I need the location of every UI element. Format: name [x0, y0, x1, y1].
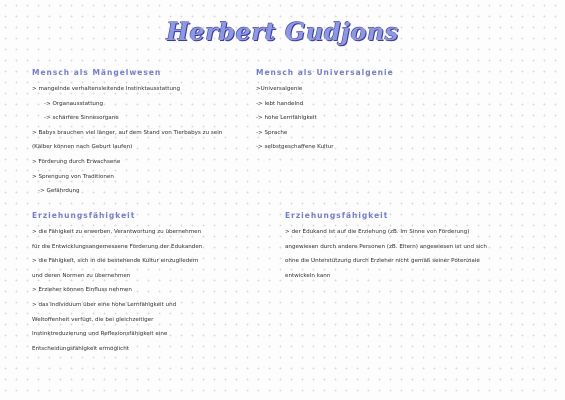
list-item: > Erzieher können Einfluss nehmen: [32, 287, 132, 294]
list-item: angewiesen durch andere Personen (zB. Eltern) angewiesen ist und sich: [285, 243, 487, 250]
list-item: Weltoffenheit verfügt, die bei gleichzeitiger: [32, 316, 154, 323]
list-item: -> selbstgeschaffene Kultur: [256, 144, 334, 151]
list-item: > Sprengung von Traditionen: [32, 173, 114, 180]
list-item: > Babys brauchen viel länger, auf dem Stand von Tierbabys zu sein: [32, 129, 223, 136]
list-item: -> schärfere Sinnesorgane: [44, 115, 119, 122]
section-heading: Mensch als Universalgenie: [256, 68, 394, 77]
list-item: -> lebt handelnd: [256, 100, 304, 107]
section-erziehungsfaehigkeit-right: [285, 211, 487, 283]
list-item: Entscheidungsfähigkeit ermöglicht: [32, 345, 129, 352]
section-heading: Mensch als Mängelwesen: [32, 68, 162, 77]
list-item: (Kälber können nach Geburt laufen): [32, 144, 133, 151]
list-item: für die Entwicklungsangemessene Förderung der Edukanden: [32, 243, 203, 250]
list-item: und deren Normen zu übernehmen: [32, 272, 131, 279]
list-item: -> Sprache: [256, 129, 288, 136]
list-item: -> Gefährdung: [38, 188, 80, 195]
list-item: > das Individuum über eine hohe Lernfähigkeit und: [32, 301, 177, 308]
list-item: > der Edukand ist auf die Erziehung (zB. Im Sinne von Förderung): [285, 229, 470, 235]
list-item: entwickeln kann: [285, 272, 331, 279]
list-item: ohne die Unterstützung durch Erzieher nicht gemäß seiner Potenziale: [285, 258, 480, 265]
section-mangelwesen: [32, 68, 222, 199]
page-title: Herbert Gudjons: [166, 17, 399, 46]
list-item: > die Fähigkeit, sich in die bestehende Kultur einzugliedern: [32, 258, 199, 265]
section-universalgenie: [256, 68, 394, 155]
section-heading: Erziehungsfähigkeit: [285, 211, 389, 220]
list-item: > Förderung durch Erwachsene: [32, 158, 121, 165]
section-erziehungsfaehigkeit-left: [32, 211, 202, 356]
list-item: >Universalgenie: [256, 86, 303, 92]
list-item: > mangelnde verhaltensleitende Instinktausstattung: [32, 86, 181, 92]
list-item: > die Fähigkeit zu erwerben, Verantwortung zu übernehmen: [32, 229, 202, 235]
list-item: -> Organausstattung: [44, 100, 104, 107]
list-item: -> hohe Lernfähigkeit: [256, 115, 317, 122]
section-heading: Erziehungsfähigkeit: [32, 211, 136, 220]
list-item: Instinktreduzierung und Reflexionsfähigkeit eine: [32, 331, 168, 338]
